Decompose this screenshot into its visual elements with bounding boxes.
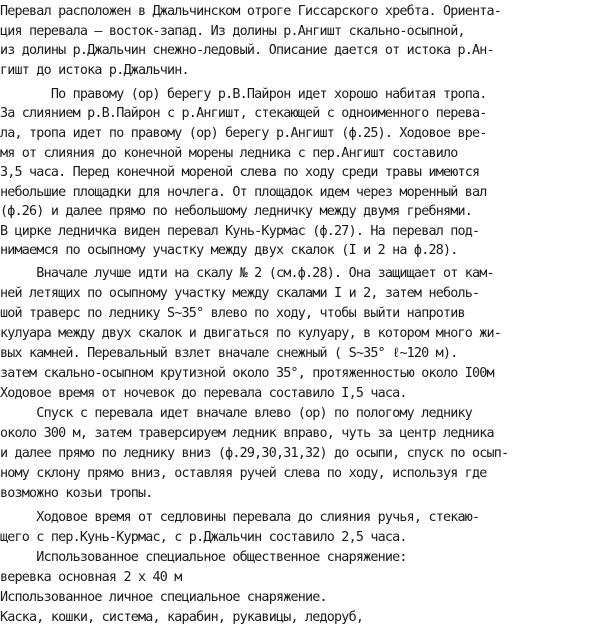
text-line: щего с пер.Кунь-Курмас, с р.Джальчин составило 2,5 часа.	[0, 530, 407, 545]
text-line: Спуск с перевала идет вначале влево (ор) по пологому леднику	[0, 406, 473, 421]
text-line: веревка основная 2 х 40 м	[0, 570, 182, 585]
text-line: затем скально-осыпном крутизной около 35°, протяженностью около I00м	[0, 366, 494, 381]
text-line: нимаемся по осыпному участку между двух скалок (I и 2 на ф.28).	[0, 243, 458, 258]
text-line: Вначале лучше идти на скалу № 2 (см.ф.28). Она защищает от кам-	[0, 266, 494, 281]
text-line: ней летящих по осыпному участку между скалами I и 2, затем неболь-	[0, 286, 480, 301]
text-line: вых камней. Перевальный взлет вначале снежный ( S~35° ℓ~120 м).	[0, 346, 458, 361]
text-line: и далее прямо по леднику вниз (ф.29,30,31,32) до осыпи, спуск по осып-	[0, 446, 509, 461]
text-line: кулуара между двух скалок и двигаться по кулуару, в котором много жи-	[0, 326, 502, 341]
text-line: шой траверс по леднику S~35° влево по ходу, чтобы выйти напротив	[0, 306, 465, 321]
text-line: возможно козьи тропы.	[0, 486, 153, 501]
text-line: (ф.26) и далее прямо по небольшому ледничку между двумя гребнями.	[0, 204, 473, 219]
text-line: В цирке ледничка виден перевал Кунь-Курмас (ф.27). На перевал под-	[0, 224, 480, 239]
text-line: Использованное специальное общественное снаряжение:	[0, 550, 407, 565]
text-line: Ходовое время от ночевок до перевала составило I,5 часа.	[0, 386, 407, 401]
text-line: ция перевала – восток-запад. Из долины р.Ангишт скально-осыпной,	[0, 24, 465, 39]
text-line: мя от слияния до конечной морены ледника с пер.Ангишт составило	[0, 146, 458, 161]
text-line: из долины р.Джальчин снежно-ледовый. Описание дается от истока р.Ан-	[0, 43, 494, 58]
text-line: небольшие площадки для ночлега. От площадок идем через моренный вал	[0, 185, 487, 200]
text-line: За слиянием р.В.Пайрон с р.Ангишт, стекающей с одноименного перева-	[0, 106, 487, 121]
text-line: ла, тропа идет по правому (ор) берегу р.Ангишт (ф.25). Ходовое вре-	[0, 126, 487, 141]
text-line: Ходовое время от седловины перевала до слияния ручья, стекаю-	[0, 510, 480, 525]
text-line: Каска, кошки, система, карабин, рукавицы, ледоруб,	[0, 610, 364, 625]
text-line: 3,5 часа. Перед конечной мореной слева по ходу среди травы имеются	[0, 165, 480, 180]
text-line: Использованное личное специальное снаряжение.	[0, 590, 327, 605]
text-line: ному склону прямо вниз, оставляя ручей слева по ходу, используя где	[0, 466, 487, 481]
text-line: около 300 м, затем траверсируем ледник вправо, чуть за центр ледника	[0, 426, 494, 441]
text-line: Перевал расположен в Джальчинском отроге Гиссарского хребта. Ориента-	[0, 4, 502, 19]
text-line: По правому (ор) берегу р.В.Пайрон идет хорошо набитая тропа.	[0, 87, 487, 102]
text-line: гишт до истока р.Джальчин.	[0, 63, 189, 78]
